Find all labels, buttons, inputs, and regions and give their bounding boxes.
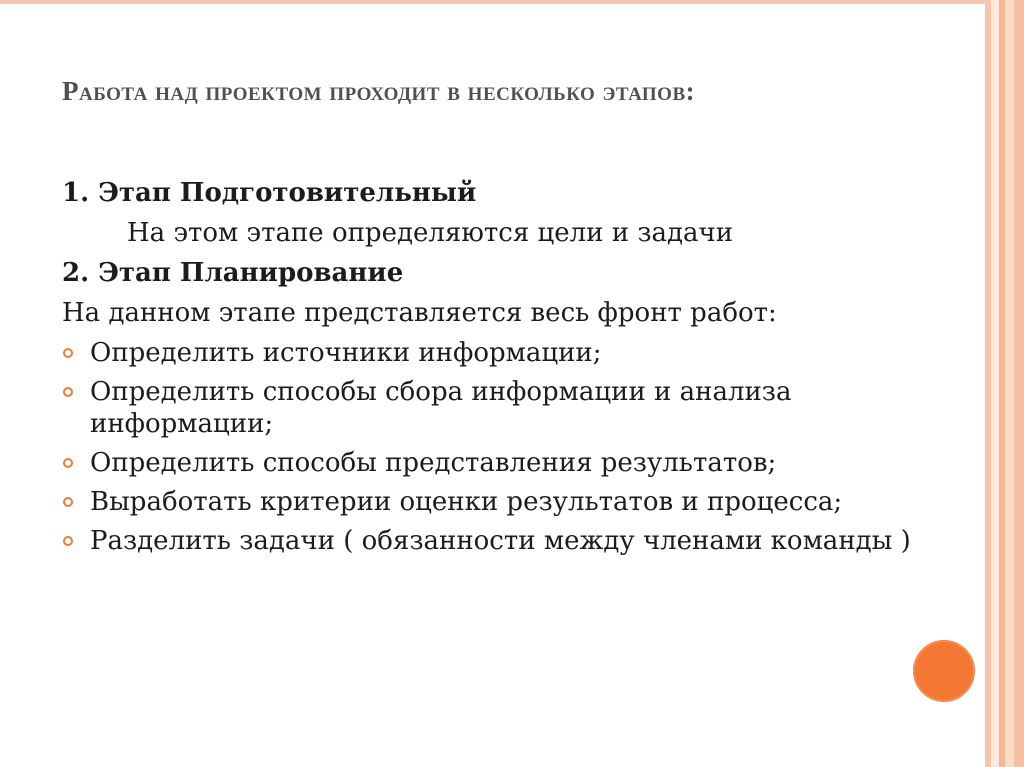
bullet-ring-icon [63, 387, 73, 397]
list-item [62, 447, 922, 479]
decorative-stripe [991, 0, 999, 767]
frame-top-line [0, 0, 985, 4]
bullet-ring-icon [63, 458, 73, 468]
list-item-text: Определить источники информации; [90, 338, 602, 368]
slide-title: Работа над проектом проходит в несколько этапов: [62, 76, 696, 106]
decorative-stripe [1014, 0, 1024, 767]
list-item [62, 525, 922, 557]
list-item-text: Разделить задачи ( обязанности между членами команды ) [90, 526, 911, 556]
bullet-ring-icon [63, 536, 73, 546]
stage-1-heading: 1. Этап Подготовительный [62, 178, 477, 208]
bullet-ring-icon [63, 348, 73, 358]
list-item [62, 486, 922, 518]
bullet-ring-icon [63, 497, 73, 507]
slide-body [62, 177, 922, 564]
stage-1-text: На этом этапе определяются цели и задачи [127, 218, 734, 248]
stage-2-intro: На данном этапе представляется весь фронт работ: [62, 298, 777, 328]
decorative-circle [913, 640, 975, 702]
list-item-text: Выработать критерии оценки результатов и процесса; [90, 487, 843, 517]
stage-2-heading: 2. Этап Планирование [62, 258, 404, 288]
list-item [62, 376, 922, 440]
decorative-stripe [1005, 0, 1014, 767]
list-item [62, 337, 922, 369]
list-item-text: Определить способы представления результатов; [90, 448, 777, 478]
list-item-text: Определить способы сбора информации и анализа информации; [90, 377, 792, 439]
